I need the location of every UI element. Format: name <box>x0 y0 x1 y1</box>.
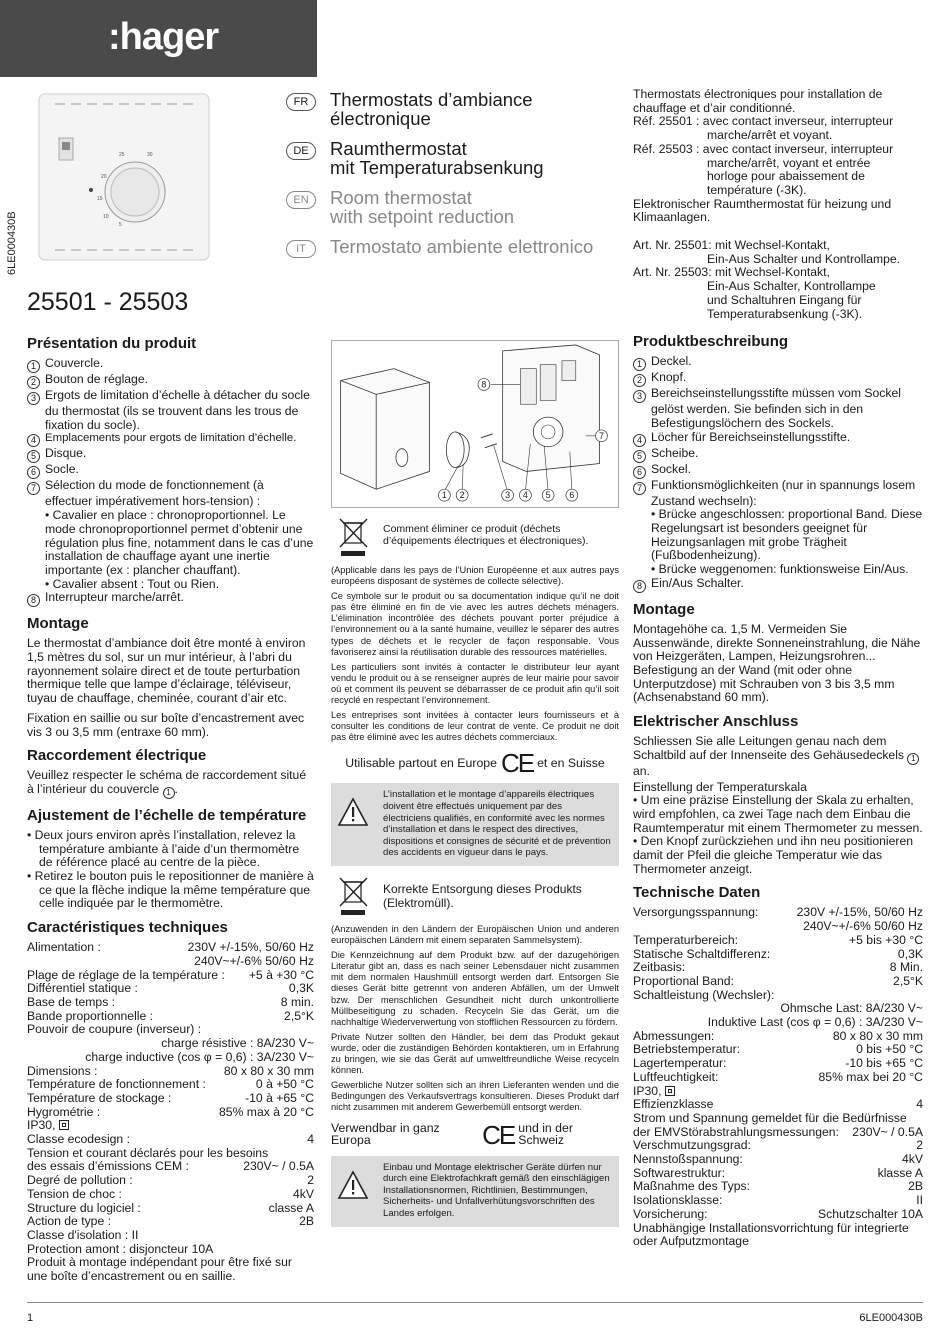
spec-value: charge résistive : 8A/230 V~ <box>161 1036 314 1051</box>
svg-text:10: 10 <box>103 214 109 220</box>
spec-row: Dimensions : 80 x 80 x 30 mm <box>27 1063 314 1078</box>
diagram-label: 7 <box>599 430 604 441</box>
warning-text: L’installation et le montage d’appareils électriques doivent être effectués uniquement par des électriciens qualifiés, en conformité avec les normes d’installation et dans le respect des directives, dispositions et consignes de sécurité et de prévention des accidents en vigueur dans le pays. <box>383 789 611 859</box>
spec-row: Versorgungsspannung: 230V +/-15%, 50/60 Hz <box>633 905 923 920</box>
list-item: 6 Sockel. <box>633 463 923 479</box>
spec-row: Statische Schaltdifferenz: 0,3K <box>633 946 923 961</box>
spec-row: Alimentation : 230V +/-15%, 50/60 Hz <box>27 940 314 955</box>
svg-text:30: 30 <box>147 152 153 158</box>
language-titles <box>286 90 626 269</box>
list-item: 2 Bouton de réglage. <box>27 373 314 389</box>
intro-line: Réf. 25501 : avec contact inverseur, interrupteur <box>633 114 894 129</box>
warning-text: Einbau und Montage elektrischer Geräte dürfen nur durch eine Elektrofachkraft gemäß den einschlägigen Installationsnormen, Richtlinien, Bestimmungen, Sicherheits- und Unfallverhütungsvorschriften des Landes erfolgen. <box>383 1161 610 1220</box>
list-item: 4 Löcher für Bereichseinstellungsstifte. <box>633 431 923 447</box>
ce-usage-de: Verwendbar in ganz Europa CE und in der Schweiz <box>331 1119 573 1150</box>
spec-row: Structure du logiciel : classe A <box>27 1200 314 1215</box>
warning-triangle-icon <box>337 797 369 827</box>
heading-montage-de: Montage <box>633 600 695 618</box>
paragraph: Private Nutzer sollten den Händler, bei dem das Produkt gekaut wurde, oder die zuständigen Behörden kontaktieren, um in Erfahrung zu bringen, wie sie das Gerät auf umweltfreundliche Weise recyceln können. <box>331 1031 619 1076</box>
double-insulation-icon <box>59 1120 69 1130</box>
spec-row: Degré de pollution : 2 <box>27 1173 314 1188</box>
heading-raccordement: Raccordement électrique <box>27 747 207 765</box>
spec-row: Différentiel statique : 0,3K <box>27 981 314 996</box>
page-number: 1 <box>27 1312 34 1324</box>
heading-caracteristiques: Caractéristiques techniques <box>27 919 228 937</box>
spec-label: Unabhängige Installationsvorrichtung für integrierte oder Aufputzmontage <box>633 1220 909 1249</box>
spec-row: Tension de choc : 4kV <box>27 1186 314 1201</box>
spec-row: Softwarestruktur: klasse A <box>633 1165 923 1180</box>
crossed-bin-icon <box>337 517 371 557</box>
svg-text:15: 15 <box>97 196 103 202</box>
list-item: 4 Emplacements pour ergots de limitation d’échelle. <box>27 432 314 447</box>
paragraph: Die Kennzeichnung auf dem Produkt bzw. auf der dazugehörigen Literatur gibt an, dass es nach seiner Lebensdauer nicht zusammen mit dem normalen Haushmüll entsorgt werden darf. Entsorgen Sie dieses Gerät bitte getrennt von anderen Abfällen, um der Umwelt bzw. Der menschlichen Gesundheit nicht durch unkontrollierte Müllbeseitigung zu schaden. Recyceln Sie das Gerät, um die nachhaltige Wiederverwertung von stofflichen Ressourcen zu fördern. <box>331 950 619 1027</box>
diagram-label: 6 <box>569 490 575 501</box>
hager-logo: :hager <box>108 16 219 58</box>
spec-label: Protection amont : disjoncteur 10A <box>27 1241 214 1256</box>
diagram-label: 2 <box>459 490 465 501</box>
paragraph: Les entreprises sont invitées à contacter leurs fournisseurs et à consulter les conditions de leur contrat de vente. Ce produit ne doit pas être éliminé avec les autres déchets commerciaux. <box>331 710 619 743</box>
intro-line: und Schaltuhren Eingang für <box>707 292 862 307</box>
paragraph: Montagehöhe ca. 1,5 M. Vermeiden Sie Aussenwände, direkte Sonneneinstrahlung, die Nähe von Heizgeräten, Lampen, Heizungsrohren... Befestigung an der Wand (mit oder ohne Unterputzdose) mit Schrauben von 3 bis 3,5 mm (Achsenabstand 60 mm). <box>633 621 921 705</box>
list-item: 6 Socle. <box>27 463 314 479</box>
spec-ip: IP30, <box>633 1085 923 1099</box>
sub-item: • Cavalier en place : chronoproportionnel. Le mode chronoproportionnel permet d’obtenir une régulation plus fine, notamment dans le cas d’une installation de chauffage ayant une inertie importante (ex : plancher chauffant). <box>45 508 314 577</box>
spec-row: Effizienzklasse 4 <box>633 1097 923 1112</box>
french-column <box>27 335 314 1284</box>
spec-ip: IP30, <box>27 1119 314 1133</box>
intro-line: Temperaturabsenkung (-3K). <box>707 306 863 321</box>
warning-box-fr <box>331 783 619 866</box>
bullet: • Retirez le bouton puis le repositionner de manière à ce que la flèche indique la même température que celle indiquée par le thermomètre. <box>27 869 314 911</box>
spec-row: Bande proportionnelle : 2,5°K <box>27 1008 314 1023</box>
ce-mark-icon: CE <box>482 1119 515 1150</box>
svg-text:20: 20 <box>101 174 107 180</box>
intro-line: Ein-Aus Schalter und Kontrollampe. <box>707 251 901 266</box>
svg-text:25: 25 <box>119 152 125 158</box>
sub-item: • Brücke angeschlossen: proportional Band. Diese Regelungsart ist besonders geeignet für Heizungsanlagen mit grobe Trägheit (Fußbodenheizung). <box>651 507 923 563</box>
list-item: 3 Bereichseinstellungsstifte müssen vom Sockel gelöst werden. Sie befinden sich in den Befestigungslöchern des Sockels. <box>633 387 923 430</box>
doc-code-vertical: 6LE000430B <box>6 211 18 275</box>
lang-title-en: EN Room thermostat with setpoint reduction <box>286 188 626 226</box>
spec-value: 240V~+/-6% 50/60 Hz <box>194 953 314 968</box>
spec-row: Vorsicherung: Schutzschalter 10A <box>633 1206 923 1221</box>
diagram-label: 4 <box>522 490 528 501</box>
paragraph: Veuillez respecter le schéma de raccordement situé à l’intérieur du couvercle 1 . <box>27 768 307 797</box>
thermostat-product-image <box>35 90 215 265</box>
spec-row: Zeitbasis: 8 Min. <box>633 960 923 975</box>
spec-row: Classe ecodesign : 4 <box>27 1132 314 1147</box>
paragraph: damit der Pfeil die gleiche Temperatur wie das Thermometer anzeigt. <box>633 848 883 876</box>
bullet: • Den Knopf zurückziehen und ihn neu positionieren <box>633 834 914 849</box>
spec-label: Produit à montage indépendant pour être fixé sur une boîte d’encastrement ou en saillie. <box>27 1255 292 1284</box>
spec-row: Verschmutzungsgrad: 2 <box>633 1138 923 1153</box>
footer-doc-code: 6LE000430B <box>859 1312 923 1324</box>
intro-line: Réf. 25503 : avec contact inverseur, interrupteur <box>633 141 894 156</box>
diagram-label: 1 <box>441 490 447 501</box>
bullet: • Um eine präzise Einstellung der Skala zu erhalten, wird empfohlen, ca zwei Tage nach dem Einbau die Raumtemperatur mit einem Thermometer zu messen. <box>633 793 923 835</box>
spec-row: Plage de réglage de la température : +5 à +30 °C <box>27 967 314 982</box>
intro-line: Art. Nr. 25501: mit Wechsel-Kontakt, <box>633 238 830 253</box>
footer-divider <box>27 1302 923 1303</box>
list-item: 8 Interrupteur marche/arrêt. <box>27 591 314 607</box>
spec-label: Classe d'isolation : II <box>27 1227 139 1242</box>
spec-row: Isolationsklasse: II <box>633 1193 923 1208</box>
list-item: 8 Ein/Aus Schalter. <box>633 577 923 593</box>
intro-line: Elektronischer Raumthermostat für heizung und Klimaanlagen. <box>633 196 892 225</box>
spec-row: Temperaturbereich: +5 bis +30 °C <box>633 932 923 947</box>
spec-label: Schaltleistung (Wechsler): <box>633 987 775 1002</box>
spec-row: Température de stockage : -10 à +65 °C <box>27 1090 314 1105</box>
spec-row: Luftfeuchtigkeit: 85% max bei 20 °C <box>633 1069 923 1084</box>
heading-presentation: Présentation du produit <box>27 335 197 352</box>
brand-header <box>0 0 317 77</box>
ce-usage-fr: Utilisable partout en Europe CE et en Suisse <box>345 748 605 779</box>
list-item: 1 Deckel. <box>633 355 923 371</box>
intro-line: Ein-Aus Schalter, Kontrollampe <box>707 279 876 294</box>
spec-label: Strom und Spannung gemeldet für die Bedürfnisse <box>633 1110 907 1125</box>
list-item: 7 Sélection du mode de fonctionnement (à effectuer impérativement hors-tension) : <box>27 479 314 509</box>
disposal-caption: Comment éliminer ce produit (déchets d’équipements électriques et électroniques). <box>383 523 589 547</box>
paragraph: Fixation en saillie ou sur boîte d’encastrement avec vis 3 ou 3,5 mm (entraxe 60 mm). <box>27 710 305 739</box>
spec-row: Maßnahme des Typs: 2B <box>633 1179 923 1194</box>
sub-item: • Brücke weggenomen: funktionsweise Ein/Aus. <box>651 562 909 577</box>
product-reference-title: 25501 - 25503 <box>27 288 189 316</box>
spec-row: Betriebstemperatur: 0 bis +50 °C <box>633 1042 923 1057</box>
intro-line: marche/arrêt, voyant et entrée <box>707 155 871 170</box>
ce-mark-icon: CE <box>500 748 534 779</box>
paragraph: Le thermostat d’ambiance doit être monté à environ 1,5 mètres du sol, sur un mur intérieur, à l’abri du rayonnement solaire direct et de toute perturbation thermique telle que lampe d’éclairage, téléviseur, tuyau de chauffage, cheminée, courant d’air etc. <box>27 636 306 706</box>
sub-item: • Cavalier absent : Tout ou Rien. <box>45 576 220 591</box>
spec-row: Hygrométrie : 85% max à 20 °C <box>27 1104 314 1119</box>
exploded-view-diagram <box>331 340 619 508</box>
heading-anschluss: Elektrischer Anschluss <box>633 713 799 731</box>
spec-label: Pouvoir de coupure (inverseur) : <box>27 1022 202 1037</box>
list-item: 2 Knopf. <box>633 371 923 387</box>
double-insulation-icon <box>665 1086 675 1096</box>
spec-value: Induktive Last (cos φ = 0,6) : 3A/230 V~ <box>707 1015 923 1030</box>
intro-line: Thermostats électroniques pour installation de chauffage et d’air conditionné. <box>633 87 883 115</box>
paragraph: (Applicable dans les pays de l’Union Européenne et aux autres pays européens disposant de systèmes de collecte sélective). <box>331 565 619 587</box>
heading-ajustement: Ajustement de l’échelle de température <box>27 806 307 824</box>
intro-line: marche/arrêt et voyant. <box>707 128 833 143</box>
paragraph: (Anzuwenden in den Ländern der Europäischen Union und anderen europäischen Ländern mit einem separaten Sammelsystem). <box>331 923 619 946</box>
spec-label: Tension et courant déclarés pour les besoins <box>27 1145 269 1160</box>
heading-montage: Montage <box>27 615 89 633</box>
spec-value: charge inductive (cos φ = 0,6) : 3A/230 V~ <box>85 1049 314 1064</box>
spec-row: Abmessungen: 80 x 80 x 30 mm <box>633 1028 923 1043</box>
spec-row: des essais d’émissions CEM : 230V~ / 0.5A <box>27 1159 314 1174</box>
weee-block-fr <box>331 517 619 557</box>
paragraph: Ce symbole sur le produit ou sa documentation indique qu’il ne doit pas être éliminé en fin de vie avec les autres déchets ménagers. L’élimination incontrôlée des déchets pouvant porter préjudice à l’environnement ou à la santé humaine, veuillez le séparer des autres types de déchets et le recycler de façon responsable. Vous favoriserez ainsi la réutilisation durable des ressources matérielles. <box>331 591 619 657</box>
lang-title-fr: FR Thermostats d’ambiance électronique <box>286 90 626 128</box>
diagram-label: 8 <box>481 379 487 390</box>
diagram-label: 3 <box>505 490 511 501</box>
heading-produktbeschreibung: Produktbeschreibung <box>633 333 789 351</box>
svg-text:5: 5 <box>119 222 122 228</box>
disposal-caption: Korrekte Entsorgung dieses Produkts (Elektromüll). <box>383 881 582 910</box>
heading-technische-daten: Technische Daten <box>633 884 761 902</box>
crossed-bin-icon <box>337 876 371 916</box>
list-item: 5 Scheibe. <box>633 447 923 463</box>
paragraph: Einstellung der Temperaturskala <box>633 779 807 794</box>
intro-line: température (-3K). <box>707 182 807 197</box>
german-column <box>633 88 923 1249</box>
lang-title-it: IT Termostato ambiente elettronico <box>286 237 626 258</box>
intro-line: horloge pour abaissement de <box>707 169 865 184</box>
spec-row: Nennstoßspannung: 4kV <box>633 1152 923 1167</box>
spec-value: 240V~+/-6% 50/60 Hz <box>803 919 923 934</box>
diagram-label: 5 <box>545 490 551 501</box>
list-item: 1 Couvercle. <box>27 357 314 373</box>
paragraph: Les particuliers sont invités à contacter le distributeur leur ayant vendu le produit ou à se renseigner auprès de leur mairie pour savoir où et comment ils peuvent se débarrasser de ce produit afin qu’il soit recyclé en respectant l’environnement. <box>331 661 619 706</box>
warning-box-de <box>331 1156 619 1227</box>
paragraph: Gewerbliche Nutzer sollten sich an ihren Lieferanten wenden und die Bedingungen des Verkaufsvertrags konsultieren. Dieses Produkt darf nicht zusammen mit anderem Gewerbemüll entsorgt werden. <box>331 1080 619 1113</box>
spec-row: Action de type : 2B <box>27 1214 314 1229</box>
spec-row: Température de fonctionnement : 0 à +50 °C <box>27 1077 314 1092</box>
weee-block-de <box>331 876 619 916</box>
spec-row: Proportional Band: 2,5°K <box>633 973 923 988</box>
paragraph: Schliessen Sie alle Leitungen genau nach dem Schaltbild auf der Innenseite des Gehäusedeckels 1 an. <box>633 735 923 778</box>
list-item: 7 Funktionsmöglichkeiten (nur in spannungs losem Zustand wechseln): <box>633 479 923 509</box>
spec-value: Ohmsche Last: 8A/230 V~ <box>780 1001 923 1016</box>
list-item: 3 Ergots de limitation d’échelle à détacher du socle du thermostat (ils se trouvent dans les trous de fixation du socle). <box>27 389 314 432</box>
intro-line: Art. Nr. 25503: mit Wechsel-Kontakt, <box>633 265 830 280</box>
spec-row: der EMVStörabstrahlungsmessungen: 230V~ / 0.5A <box>633 1124 923 1139</box>
spec-row: Base de temps : 8 min. <box>27 994 314 1009</box>
disposal-column <box>331 517 619 1237</box>
spec-row: Lagertemperatur: -10 bis +65 °C <box>633 1056 923 1071</box>
warning-triangle-icon <box>337 1170 369 1200</box>
list-item: 5 Disque. <box>27 447 314 463</box>
lang-title-de: DE Raumthermostat mit Temperaturabsenkung <box>286 139 626 177</box>
bullet: • Deux jours environ après l’installation, relevez la température ambiante à l’aide d’un thermomètre de référence placé au centre de la pièce. <box>27 827 300 870</box>
